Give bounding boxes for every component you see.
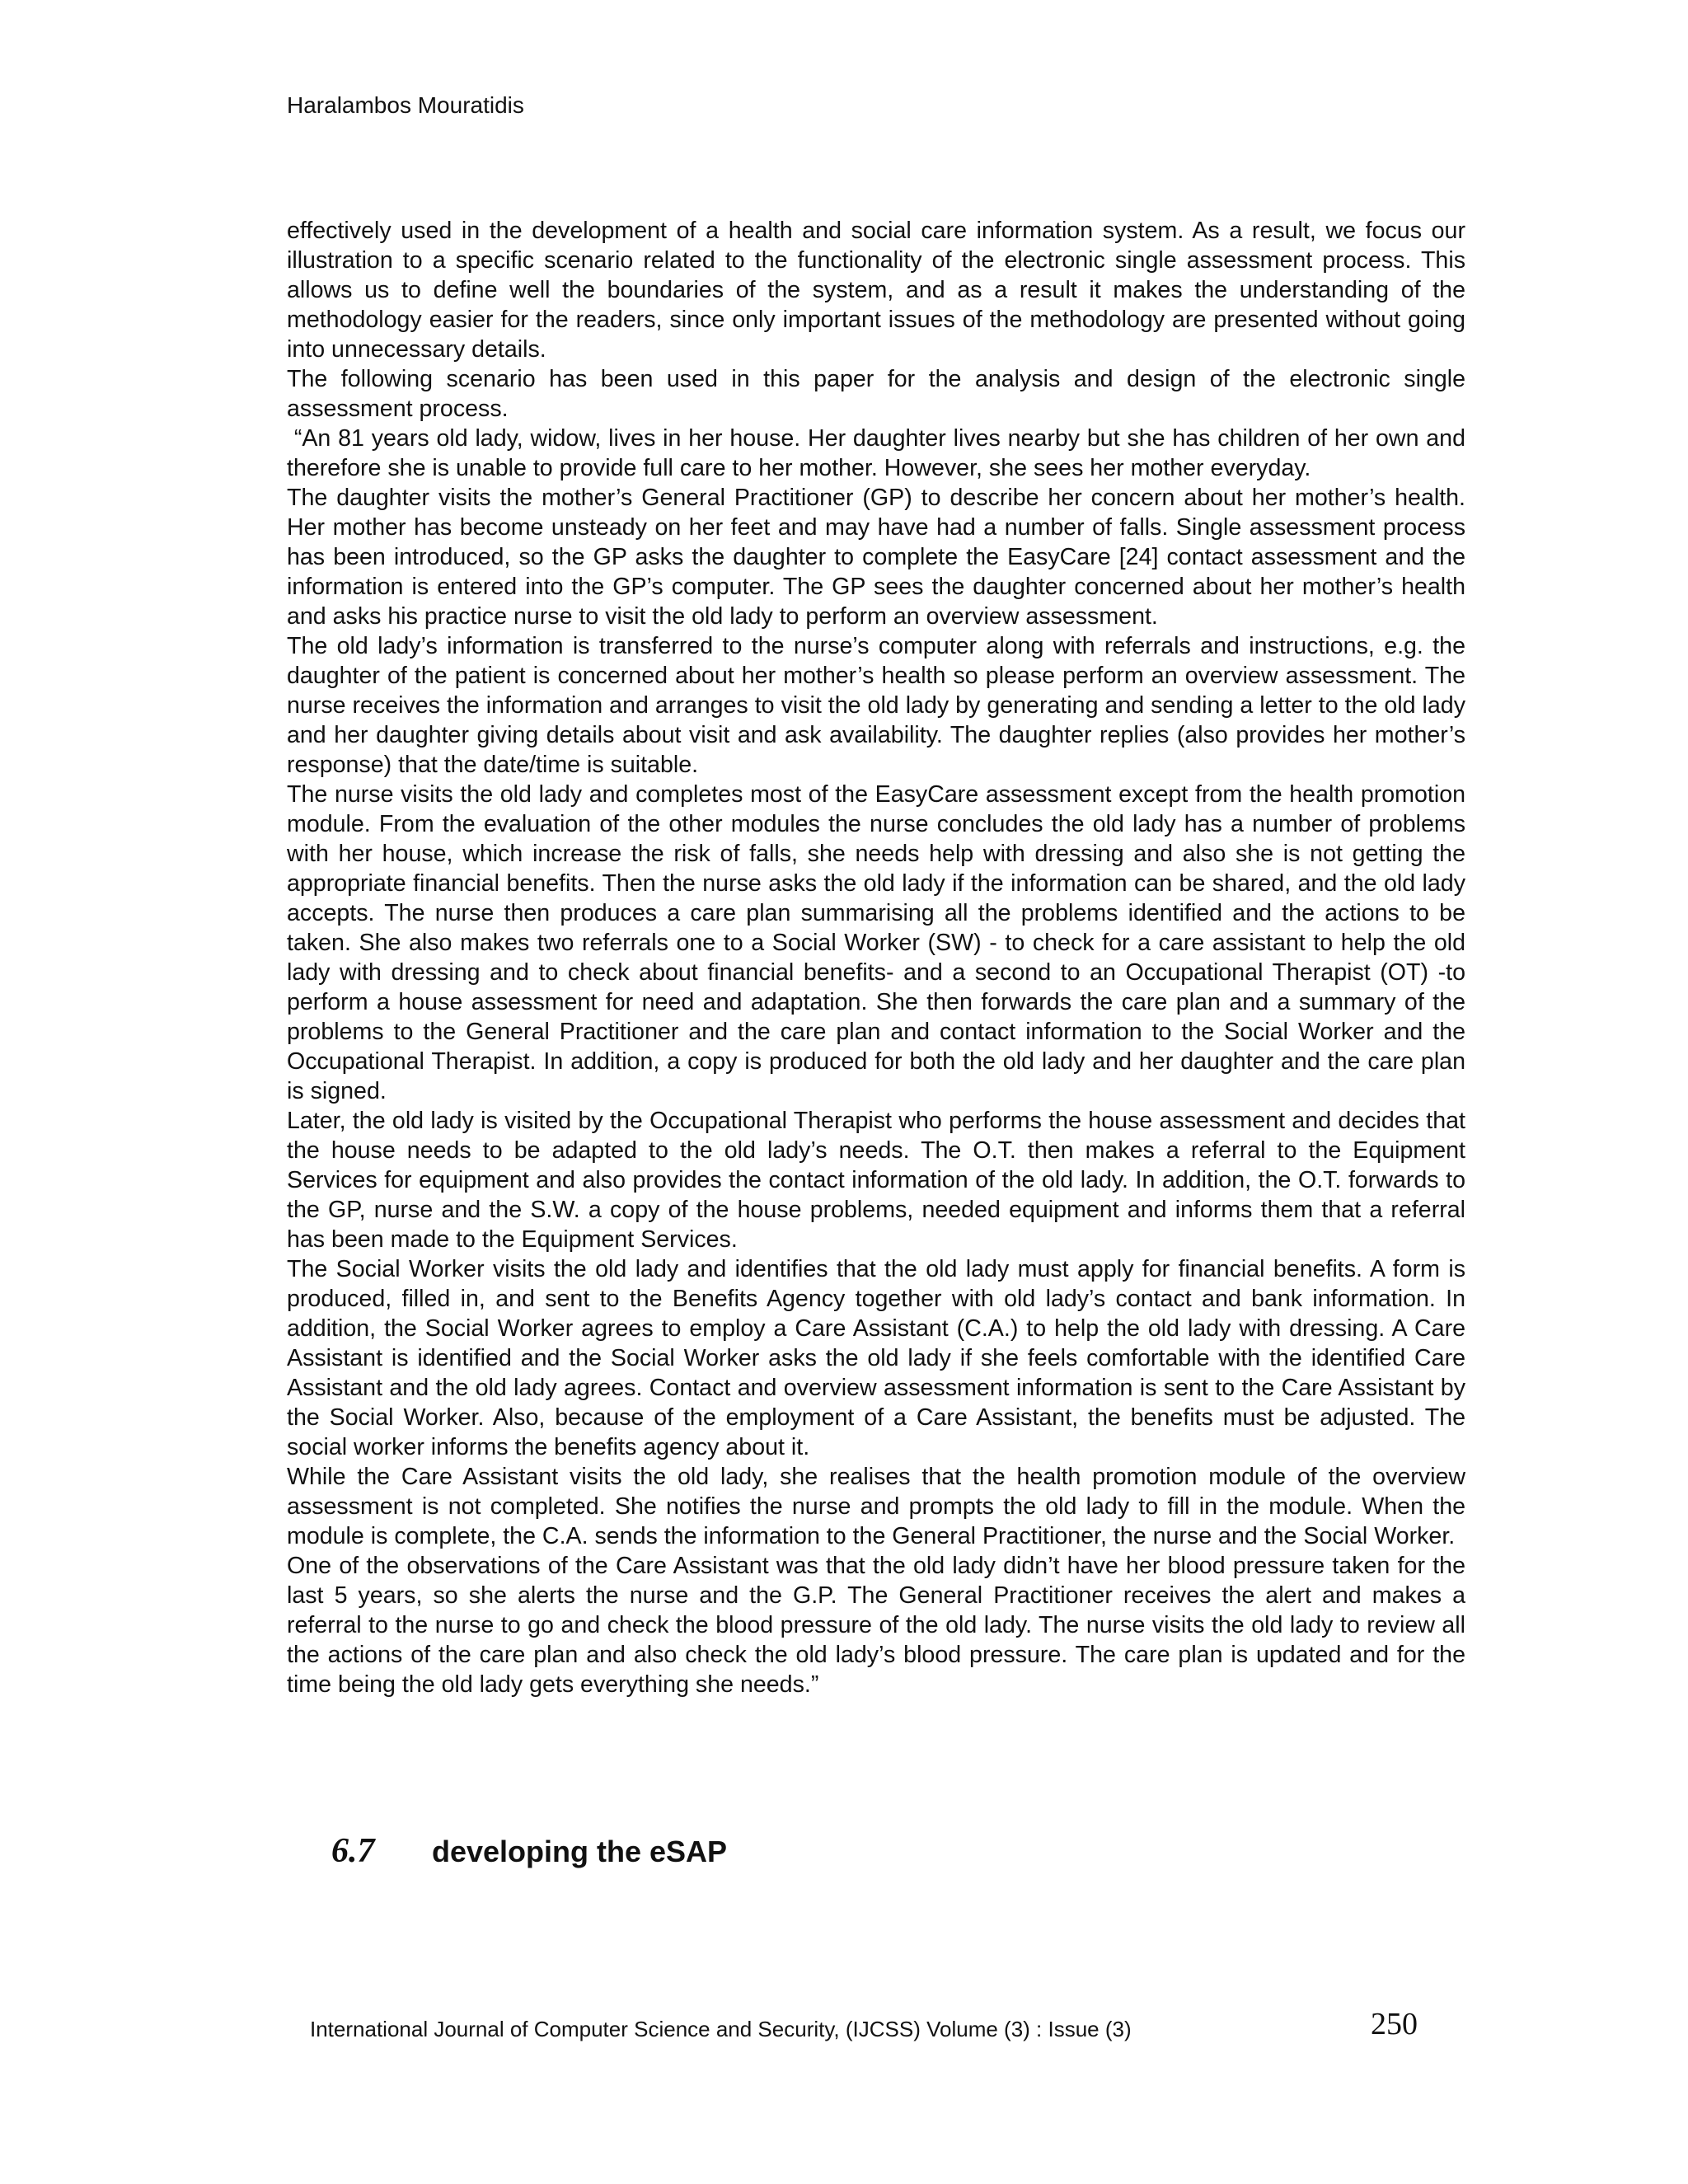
paragraph: While the Care Assistant visits the old lady, she realises that the health promotion module of the overview assessment is not completed. She notifies the nurse and prompts the old lady to fill in the module. When the module is complete, the C.A. sends the information to the General Practitioner, the nurse and the Social Worker.	[287, 1464, 1465, 1549]
body-text	[287, 216, 1472, 1699]
paragraph: “An 81 years old lady, widow, lives in her house. Her daughter lives nearby but she has children of her own and therefore she is unable to provide full care to her mother. However, she sees her mother everyday.	[287, 425, 1472, 481]
paragraph: The following scenario has been used in this paper for the analysis and design of the electronic single assessment process.	[287, 366, 1465, 422]
paragraph: The old lady’s information is transferred to the nurse’s computer along with referrals and instructions, e.g. the daughter of the patient is concerned about her mother’s health so please perform an overview assessment. The nurse receives the information and arranges to visit the old lady by generating and sending a letter to the old lady and her daughter giving details about visit and ask availability. The daughter replies (also provides her mother’s response) that the date/time is suitable.	[287, 633, 1465, 778]
paragraph: Later, the old lady is visited by the Occupational Therapist who performs the house assessment and decides that the house needs to be adapted to the old lady’s needs. The O.T. then makes a referral to the Equipment Services for equipment and also provides the contact information of the old lady. In addition, the O.T. forwards to the GP, nurse and the S.W. a copy of the house problems, needed equipment and informs them that a referral has been made to the Equipment Services.	[287, 1108, 1465, 1253]
paragraph: One of the observations of the Care Assistant was that the old lady didn’t have her blood pressure taken for the last 5 years, so she alerts the nurse and the G.P. The General Practitioner receives the alert and makes a referral to the nurse to go and check the blood pressure of the old lady. The nurse visits the old lady to review all the actions of the care plan and also check the old lady’s blood pressure. The care plan is updated and for the time being the old lady gets everything she needs.”	[287, 1553, 1465, 1698]
page-number: 250	[1371, 2007, 1418, 2041]
paragraph: The daughter visits the mother’s General Practitioner (GP) to describe her concern about her mother’s health. Her mother has become unsteady on her feet and may have had a number of falls. Single assessment process has been introduced, so the GP asks the daughter to complete the EasyCare [24] contact assessment and the information is entered into the GP’s computer. The GP sees the daughter concerned about her mother’s health and asks his practice nurse to visit the old lady to perform an overview assessment.	[287, 485, 1465, 630]
section-heading	[331, 1831, 727, 1871]
footer-journal-citation: International Journal of Computer Science and Security, (IJCSS) Volume (3) : Issue (3)	[310, 2017, 1132, 2041]
paragraph: The nurse visits the old lady and completes most of the EasyCare assessment except from the health promotion module. From the evaluation of the other modules the nurse concludes the old lady has a number of problems with her house, which increase the risk of falls, she needs help with dressing and also she is not getting the appropriate financial benefits. Then the nurse asks the old lady if the information can be shared, and the old lady accepts. The nurse then produces a care plan summarising all the problems identified and the actions to be taken. She also makes two referrals one to a Social Worker (SW) - to check for a care assistant to help the old lady with dressing and to check about financial benefits- and a second to an Occupational Therapist (OT) -to perform a house assessment for need and adaptation. She then forwards the care plan and a summary of the problems to the General Practitioner and the care plan and contact information to the Social Worker and the Occupational Therapist. In addition, a copy is produced for both the old lady and her daughter and the care plan is signed.	[287, 781, 1465, 1104]
section-number: 6.7	[331, 1832, 375, 1870]
section-title: developing the eSAP	[432, 1835, 728, 1868]
paragraph: effectively used in the development of a health and social care information system. As a result, we focus our illustration to a specific scenario related to the functionality of the electronic single assessment process. This allows us to define well the boundaries of the system, and as a result it makes the understanding of the methodology easier for the readers, since only important issues of the methodology are presented without going into unnecessary details.	[287, 218, 1465, 363]
running-head-author: Haralambos Mouratidis	[287, 92, 524, 118]
paragraph: The Social Worker visits the old lady and identifies that the old lady must apply for financial benefits. A form is produced, filled in, and sent to the Benefits Agency together with old lady’s contact and bank information. In addition, the Social Worker agrees to employ a Care Assistant (C.A.) to help the old lady with dressing. A Care Assistant is identified and the Social Worker asks the old lady if she feels comfortable with the identified Care Assistant and the old lady agrees. Contact and overview assessment information is sent to the Care Assistant by the Social Worker. Also, because of the employment of a Care Assistant, the benefits must be adjusted. The social worker informs the benefits agency about it.	[287, 1256, 1465, 1460]
